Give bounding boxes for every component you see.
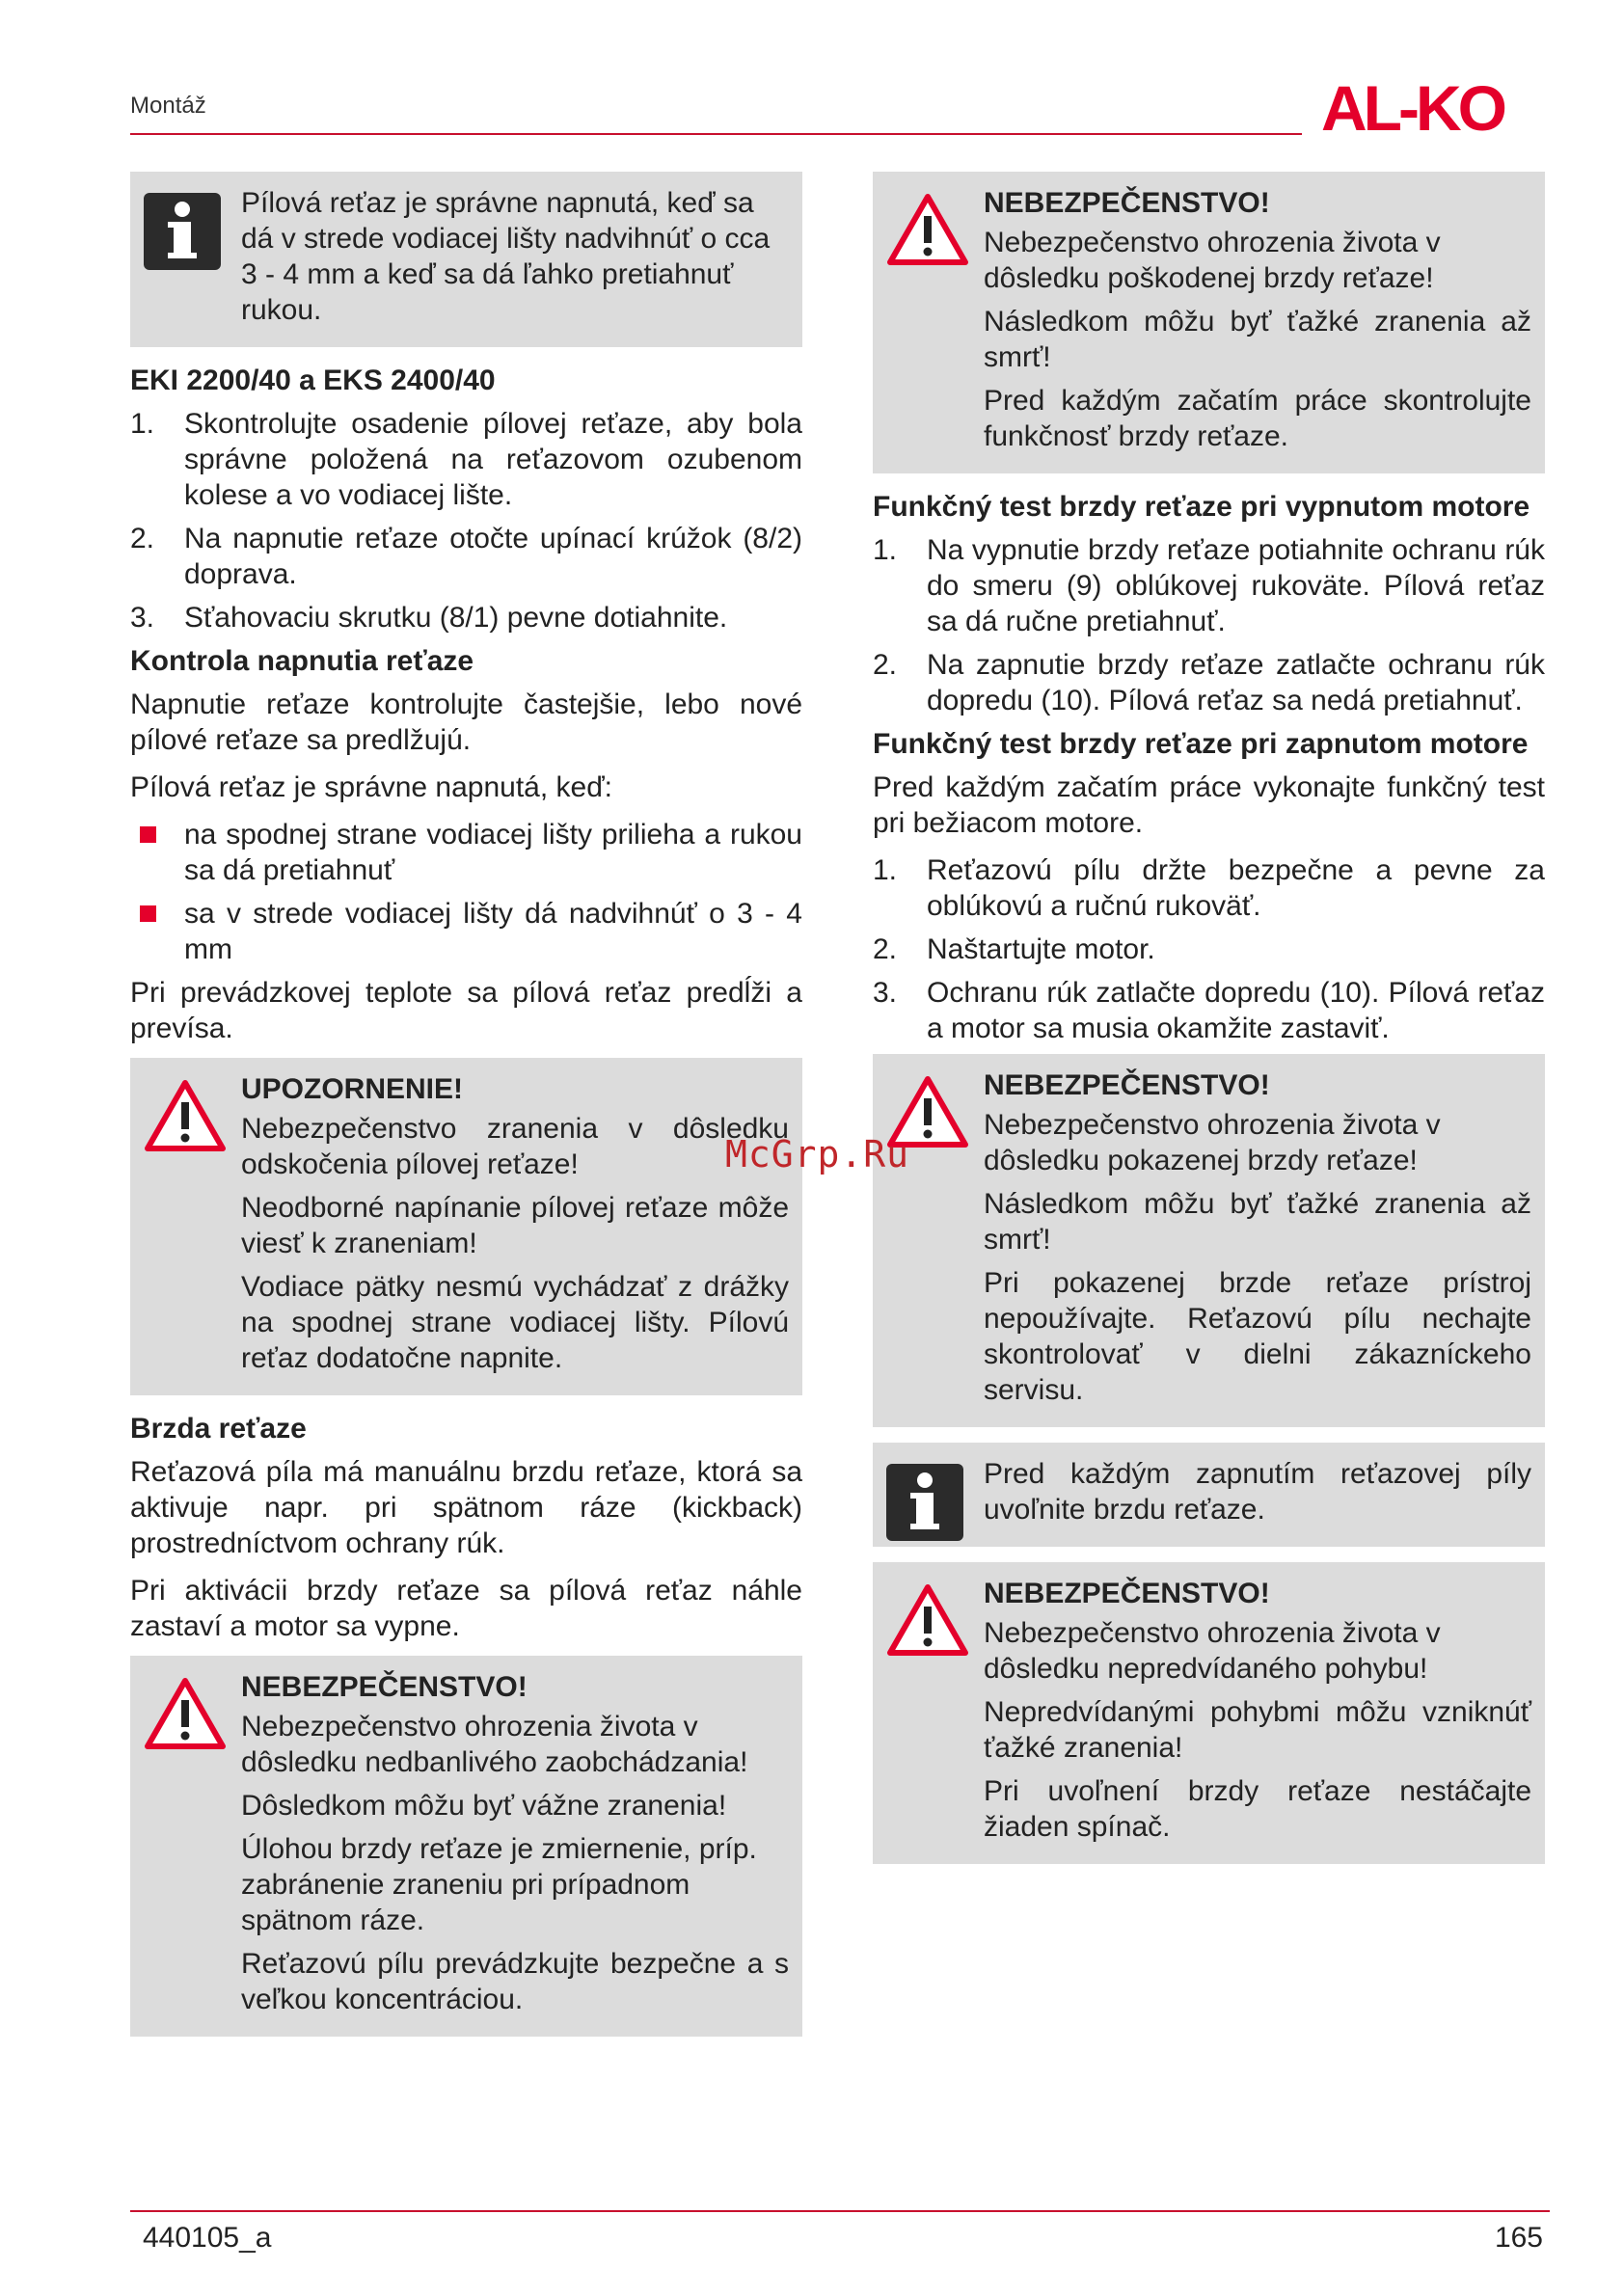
page-number: 165 — [1494, 2222, 1543, 2254]
danger-text: Nebezpečenstvo ohrozenia života v dôsledku poškodenej brzdy reťaze! — [984, 227, 1441, 294]
tension-bullets — [130, 817, 802, 967]
left-column — [130, 172, 802, 2052]
test-on-steps — [873, 852, 1545, 1046]
warning-triangle-icon — [886, 1583, 969, 1661]
info-box-chain-tension — [130, 172, 802, 347]
list-item: na spodnej strane vodiacej lišty prilieha a rukou sa dá pretiahnuť — [130, 817, 802, 888]
eki-steps — [130, 406, 802, 635]
list-item: 1. Na vypnutie brzdy reťaze potiahnite ochranu rúk do smeru (9) oblúkovej rukoväte. Pílová reťaz sa dá ručne pretiahnuť. — [873, 534, 1545, 637]
danger-text: Nebezpečenstvo ohrozenia života v dôsledku nedbanlivého zaobchádzania! — [241, 1711, 748, 1778]
info-text: Pred každým zapnutím reťazovej píly uvoľnite brzdu reťaze. — [984, 1458, 1531, 1526]
paragraph: Pílová reťaz je správne napnutá, keď: — [130, 771, 612, 803]
heading-test-off: Funkčný test brzdy reťaze pri vypnutom motore — [873, 491, 1530, 523]
danger-title: NEBEZPEČENSTVO! — [984, 1069, 1270, 1101]
heading-brzda: Brzda reťaze — [130, 1413, 307, 1445]
danger-text: Pred každým začatím práce skontrolujte funkčnosť brzdy reťaze. — [984, 385, 1531, 452]
list-item: 3. Sťahovaciu skrutku (8/1) pevne dotiahnite. — [130, 602, 728, 634]
test-off-steps — [873, 532, 1545, 718]
list-item: 3. Ochranu rúk zatlačte dopredu (10). Pílová reťaz a motor sa musia okamžite zastaviť. — [873, 977, 1545, 1044]
warning-triangle-icon — [886, 193, 969, 271]
warning-title: UPOZORNENIE! — [241, 1073, 464, 1105]
danger-text: Reťazovú pílu prevádzkujte bezpečne a s veľkou koncentráciou. — [241, 1948, 789, 2015]
list-item: 1. Skontrolujte osadenie pílovej reťaze, aby bola správne položená na reťazovom ozubenom kolese a vo vodiacej lište. — [130, 408, 802, 511]
danger-box — [873, 1054, 1545, 1427]
header-rule — [130, 133, 1302, 135]
danger-text: Pri pokazenej brzde reťaze prístroj nepoužívajte. Reťazovú pílu nechajte skontrolovať v dielni zákazníckeho servisu. — [984, 1267, 1531, 1406]
info-icon — [886, 1464, 963, 1546]
danger-text: Následkom môžu byť ťažké zranenia až smrť! — [984, 306, 1531, 373]
danger-box — [130, 1656, 802, 2037]
warning-text: Vodiace pätky nesmú vychádzať z drážky na spodnej strane vodiacej lišty. Pílovú reťaz dodatočne napnite. — [241, 1271, 789, 1374]
warning-triangle-icon — [144, 1677, 227, 1755]
danger-text: Pri uvoľnení brzdy reťaze nestáčajte žiaden spínač. — [984, 1775, 1531, 1843]
danger-text: Nebezpečenstvo ohrozenia života v dôsledku pokazenej brzdy reťaze! — [984, 1109, 1441, 1176]
list-item: 2. Na zapnutie brzdy reťaze zatlačte ochranu rúk dopredu (10). Pílová reťaz sa nedá pretiahnuť. — [873, 649, 1545, 716]
danger-text: Následkom môžu byť ťažké zranenia až smrť! — [984, 1188, 1531, 1256]
paragraph: Reťazová píla má manuálnu brzdu reťaze, ktorá sa aktivuje napr. pri spätnom ráze (kickback) prostredníctvom ochrany rúk. — [130, 1456, 802, 1559]
section-title: Montáž — [130, 93, 206, 119]
list-item: 1. Reťazovú pílu držte bezpečne a pevne za oblúkovú a ručnú rukoväť. — [873, 854, 1545, 922]
document-number: 440105_a — [143, 2222, 272, 2254]
danger-text: Dôsledkom môžu byť vážne zranenia! — [241, 1790, 727, 1822]
info-box-release-brake — [873, 1443, 1545, 1547]
danger-text: Úlohou brzdy reťaze je zmiernenie, príp. zabránenie zraneniu pri prípadnom spätnom ráze. — [241, 1833, 757, 1936]
warning-box — [130, 1058, 802, 1395]
list-item: 2. Naštartujte motor. — [873, 933, 1155, 965]
info-icon — [144, 193, 221, 275]
bullet-square-icon — [140, 826, 156, 843]
paragraph: Pri prevádzkovej teplote sa pílová reťaz predĺži a prevísa. — [130, 977, 802, 1044]
paragraph: Napnutie reťaze kontrolujte častejšie, lebo nové pílové reťaze sa predlžujú. — [130, 689, 802, 756]
warning-text: Nebezpečenstvo zranenia v dôsledku odskočenia pílovej reťaze! — [241, 1113, 789, 1180]
danger-text: Nepredvídanými pohybmi môžu vzniknúť ťažké zranenia! — [984, 1696, 1531, 1764]
danger-title: NEBEZPEČENSTVO! — [984, 1578, 1270, 1609]
danger-title: NEBEZPEČENSTVO! — [241, 1671, 528, 1703]
heading-test-on: Funkčný test brzdy reťaze pri zapnutom motore — [873, 728, 1529, 760]
warning-triangle-icon — [144, 1079, 227, 1157]
alko-logo — [1321, 77, 1551, 137]
svg-text:AL-KO: AL-KO — [1321, 77, 1503, 137]
footer-rule — [130, 2210, 1550, 2212]
danger-box — [873, 172, 1545, 473]
watermark: McGrp.Ru — [725, 1133, 910, 1175]
paragraph: Pri aktivácii brzdy reťaze sa pílová reťaz náhle zastaví a motor sa vypne. — [130, 1575, 802, 1642]
danger-text: Nebezpečenstvo ohrozenia života v dôsledku nepredvídaného pohybu! — [984, 1617, 1441, 1685]
danger-title: NEBEZPEČENSTVO! — [984, 187, 1270, 219]
list-item: 2. Na napnutie reťaze otočte upínací krúžok (8/2) doprava. — [130, 523, 802, 590]
paragraph: Pred každým začatím práce vykonajte funkčný test pri bežiacom motore. — [873, 771, 1545, 839]
warning-text: Neodborné napínanie pílovej reťaze môže viesť k zraneniam! — [241, 1192, 789, 1259]
bullet-square-icon — [140, 905, 156, 922]
list-item: sa v strede vodiacej lišty dá nadvihnúť o 3 - 4 mm — [130, 896, 802, 967]
info-text: Pílová reťaz je správne napnutá, keď sa dá v strede vodiacej lišty nadvihnúť o cca 3 - 4 mm a keď sa dá ľahko pretiahnuť rukou. — [241, 187, 771, 326]
right-column — [873, 172, 1545, 1879]
heading-eki: EKI 2200/40 a EKS 2400/40 — [130, 365, 496, 396]
danger-box — [873, 1562, 1545, 1864]
heading-kontrola: Kontrola napnutia reťaze — [130, 645, 474, 677]
